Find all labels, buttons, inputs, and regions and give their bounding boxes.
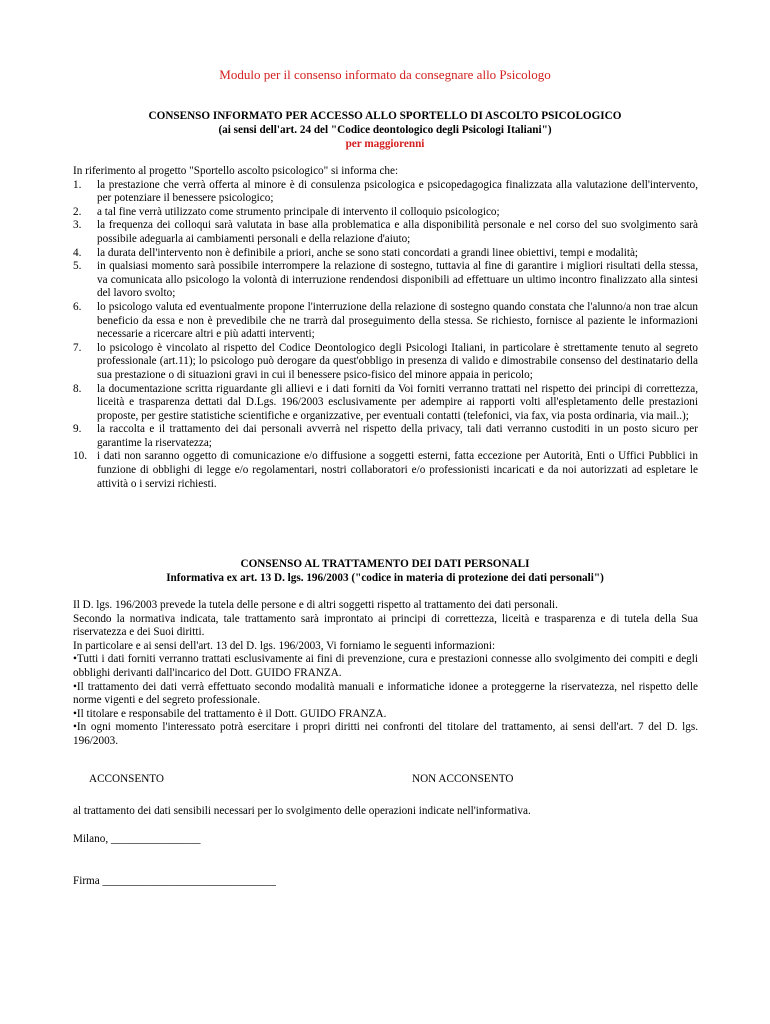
- decline-option[interactable]: NON ACCONSENTO: [412, 773, 514, 785]
- privacy-bullet: •Tutti i dati forniti verranno trattati esclusivamente ai fini di prevenzione, cura e prestazioni connesse allo svolgimento dei compiti e degli obblighi derivanti dall'incarico del Dott. GUIDO FRANZA.: [73, 653, 698, 679]
- list-item: [73, 219, 698, 246]
- list-item-number: 5.: [73, 260, 82, 273]
- section2-title: CONSENSO AL TRATTAMENTO DEI DATI PERSONALI: [240, 558, 530, 570]
- list-item: [73, 260, 698, 301]
- list-item-text: in qualsiasi momento sarà possibile interrompere la relazione di sostegno, tuttavia al fine di garantire i migliori risultati della stessa, va comunicata allo psicologo la volontà di interruzione rendendosi disponibili ad effettuare un ultimo incontro finalizzato alla sintesi del lavoro svolto;: [97, 260, 698, 300]
- privacy-bullet: •Il titolare e responsabile del trattamento è il Dott. GUIDO FRANZA.: [73, 707, 387, 720]
- section2-body: [73, 599, 698, 749]
- privacy-bullet: •Il trattamento dei dati verrà effettuato secondo modalità manuali e informatiche idonee a proteggerne la riservatezza, nel rispetto delle norme vigenti e del segreto professionale.: [73, 680, 698, 707]
- list-item: [73, 301, 698, 342]
- list-item-text: la raccolta e il trattamento dei dai personali avverrà nel rispetto della privacy, tali dati verranno custoditi in un posto sicuro per garantime la riservatezza;: [97, 423, 698, 449]
- list-item-number: 7.: [73, 341, 82, 354]
- list-item: [73, 179, 698, 206]
- audience-label: per maggiorenni: [345, 138, 425, 150]
- document-title: Modulo per il consenso informato da consegnare allo Psicologo: [219, 67, 551, 82]
- list-item-number: 1.: [73, 178, 82, 191]
- privacy-paragraph: Secondo la normativa indicata, tale trattamento sarà improntato ai principi di correttezza, liceità e trasparenza e di tutela della Sua riservatezza e dei Suoi diritti.: [73, 612, 698, 639]
- list-item-number: 4.: [73, 246, 82, 259]
- list-item-number: 2.: [73, 205, 82, 218]
- list-item-number: 9.: [73, 423, 82, 436]
- section1-body: [73, 165, 698, 491]
- section1-intro: In riferimento al progetto "Sportello ascolto psicologico" si informa che:: [73, 165, 399, 177]
- privacy-bullet: •In ogni momento l'interessato potrà esercitare i propri diritti nei confronti del titolare del trattamento, ai sensi dell'art. 7 del D. lgs. 196/2003.: [73, 721, 698, 747]
- privacy-paragraph: Il D. lgs. 196/2003 prevede la tutela delle persone e di altri soggetti rispetto al trattamento dei dati personali.: [73, 599, 558, 611]
- section1-subtitle: (ai sensi dell'art. 24 del "Codice deontologico degli Psicologi Italiani"): [218, 124, 552, 136]
- list-item-text: i dati non saranno oggetto di comunicazione e/o diffusione a soggetti esterni, fatta eccezione per Autorità, Enti o Uffici Pubblici in funzione di obblighi di legge e/o regolamentari, nostri collaboratori e/o professionisti incaricati e da noi autorizzati ad espletare le attività o i servizi richiesti.: [97, 450, 698, 490]
- list-item-number: 8.: [73, 382, 82, 395]
- list-item-text: la documentazione scritta riguardante gli allievi e i dati forniti da Voi forniti verranno trattati nel rispetto dei principi di correttezza, liceità e trasparenza dettati dal D.Lgs. 196/2003 esclusivamente per adempire ai rapporti volti all'espletamento delle prestazioni proposte, per gestire statistiche scientifiche e organizzative, per eventuali contatti (telefonici, via fax, via posta ordinaria, via mail..);: [97, 382, 698, 422]
- signature-field[interactable]: Firma _______________________________: [73, 875, 276, 887]
- list-item: [73, 383, 698, 424]
- list-item-number: 10.: [73, 450, 87, 463]
- privacy-paragraph: In particolare e ai sensi dell'art. 13 del D. lgs. 196/2003, Vi forniamo le seguenti informazioni:: [73, 639, 496, 652]
- accept-option[interactable]: ACCONSENTO: [89, 773, 165, 785]
- list-item-number: 3.: [73, 219, 82, 232]
- list-item-text: la prestazione che verrà offerta al minore è di consulenza psicologica e psicopedagogica finalizzata alla valutazione dell'intervento, per potenziare il benessere psicologico;: [97, 178, 698, 205]
- section2-subtitle: Informativa ex art. 13 D. lgs. 196/2003 ("codice in materia di protezione dei dati personali"): [166, 572, 604, 584]
- list-item-text: la frequenza dei colloqui sarà valutata in base alla problematica e alla disponibilità personale e nel corso del suo svolgimento sarà possibile adeguarla ai cambiamenti personali e della relazione d'aiuto;: [97, 219, 698, 245]
- list-item-number: 6.: [73, 300, 82, 313]
- place-date-field[interactable]: Milano, ________________: [73, 833, 201, 845]
- list-item: [73, 450, 698, 491]
- section1-title: CONSENSO INFORMATO PER ACCESSO ALLO SPORTELLO DI ASCOLTO PSICOLOGICO: [148, 110, 622, 122]
- list-item: [73, 423, 698, 450]
- list-item: [73, 247, 698, 261]
- list-item-text: lo psicologo valuta ed eventualmente propone l'interruzione della relazione di sostegno quando constata che l'alunno/a non trae alcun beneficio da essa e non è prevedibile che ne trarrà dal proseguimento della stessa. Se richiesto, fornisce al paziente le informazioni necessarie a ricercare altri e più adatti interventi;: [97, 300, 698, 341]
- consent-purpose: al trattamento dei dati sensibili necessari per lo svolgimento delle operazioni indicate nell'informativa.: [73, 805, 531, 817]
- list-item-text: la durata dell'intervento non è definibile a priori, anche se sono stati concordati a grandi linee obiettivi, tempi e modalità;: [97, 246, 639, 259]
- list-item: [73, 342, 698, 383]
- info-list: [73, 179, 698, 492]
- list-item: [73, 206, 698, 220]
- list-item-text: lo psicologo è vincolato al rispetto del Codice Deontologico degli Psicologi Italiani, in particolare è strettamente tenuto al segreto professionale (art.11); lo psicologo può derogare da quest'obbligo in presenza di valido e dimostrabile consenso del destinatario della sua prestazione o di situazioni gravi in cui il benessere psico-fisico del minore appaia in pericolo;: [97, 341, 698, 381]
- list-item-text: a tal fine verrà utilizzato come strumento principale di intervento il colloquio psicologico;: [97, 205, 500, 218]
